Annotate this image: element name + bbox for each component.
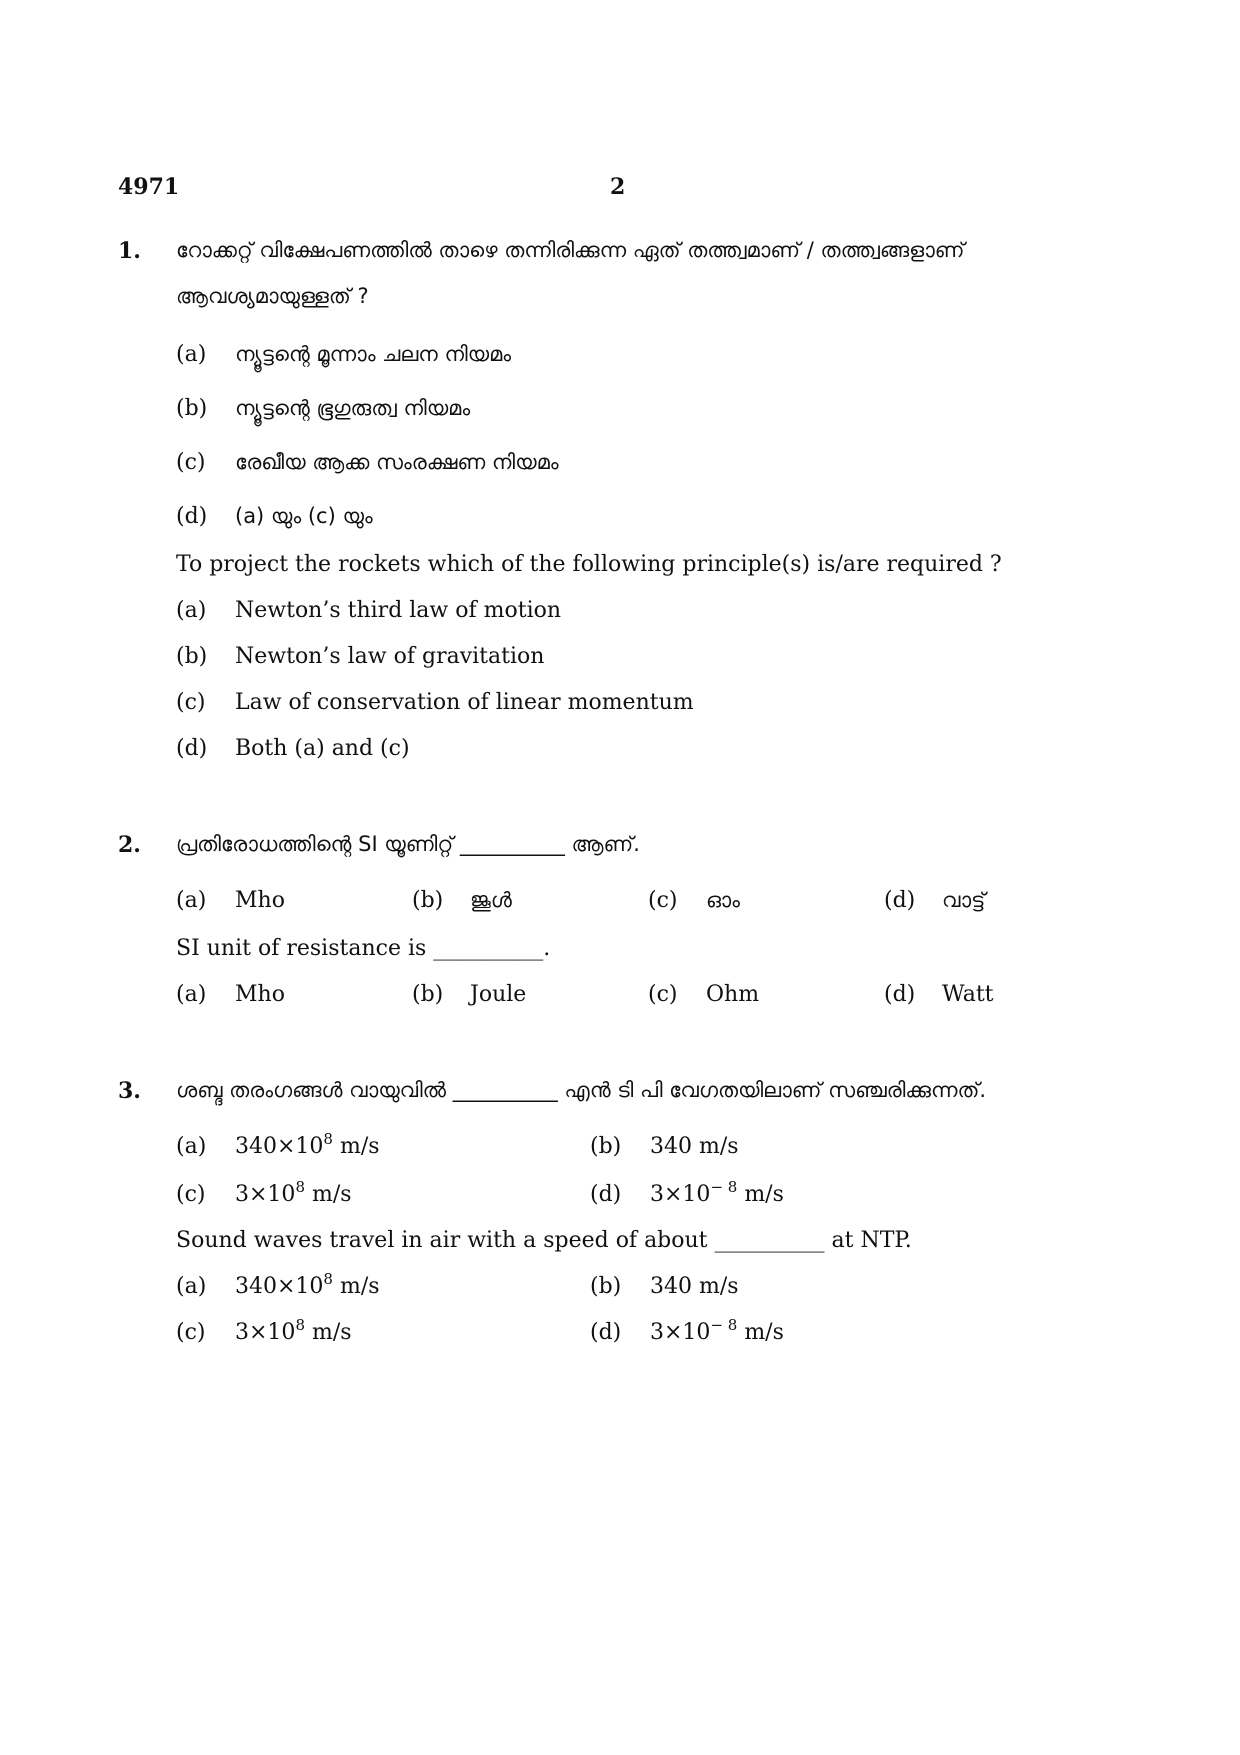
q1-en-option-b-label: (b) (176, 644, 208, 669)
q2-ml-option-d-text: വാട്ട് (942, 888, 986, 912)
q1-en-option-b-text: Newton’s law of gravitation (235, 644, 545, 669)
q3-en-option-b-label: (b) (590, 1274, 622, 1299)
q1-ml-option-a-label: (a) (176, 342, 207, 367)
q3-ml-option-c-text (235, 1178, 352, 1207)
q3-ml-c-unit: m/s (304, 1182, 352, 1207)
q3-en-d-base: 3×10 (650, 1320, 711, 1345)
question-2-english: SI unit of resistance is __________. (176, 936, 551, 961)
q3-ml-option-a-text (235, 1130, 380, 1159)
q3-en-d-exponent: − 8 (710, 1316, 738, 1334)
q3-en-a-unit: m/s (332, 1274, 380, 1299)
q3-en-c-unit: m/s (304, 1320, 352, 1345)
q3-en-a-base: 340×10 (235, 1274, 324, 1299)
q2-en-option-b-label: (b) (412, 982, 444, 1007)
q3-en-option-c-label: (c) (176, 1320, 206, 1345)
q1-en-option-a-text: Newton’s third law of motion (235, 598, 562, 623)
question-3-english: Sound waves travel in air with a speed of about __________ at NTP. (176, 1228, 912, 1253)
q2-ml-option-a-label: (a) (176, 888, 207, 913)
q2-en-option-a-label: (a) (176, 982, 207, 1007)
q3-en-option-d-text (650, 1316, 784, 1345)
q2-ml-option-d-label: (d) (884, 888, 916, 913)
q3-en-option-c-text (235, 1316, 352, 1345)
q3-ml-option-d-label: (d) (590, 1182, 622, 1207)
question-1-number: 1. (118, 238, 141, 264)
q3-en-c-base: 3×10 (235, 1320, 296, 1345)
question-1-malayalam-line-1: റോക്കറ്റ് വിക്ഷേപണത്തിൽ താഴെ തന്നിരിക്കുന്ന ഏത് തത്ത്വമാണ് / തത്ത്വങ്ങളാണ് (176, 238, 965, 262)
q3-ml-option-d-text (650, 1178, 784, 1207)
question-1-malayalam-line-2: ആവശ്യമായുള്ളത് ? (176, 284, 369, 308)
q2-ml-option-c-label: (c) (648, 888, 678, 913)
q2-en-option-d-label: (d) (884, 982, 916, 1007)
q2-en-option-c-text: Ohm (706, 982, 760, 1007)
q1-en-option-c-text: Law of conservation of linear momentum (235, 690, 694, 715)
q3-en-option-b-text: 340 m/s (650, 1274, 739, 1299)
question-2-malayalam: പ്രതിരോധത്തിന്റെ SI യൂണിറ്റ് __________ ആണ്. (176, 832, 640, 856)
question-3-number: 3. (118, 1078, 141, 1104)
question-1-english: To project the rockets which of the following principle(s) is/are required ? (176, 552, 1002, 577)
q1-ml-option-b-label: (b) (176, 396, 208, 421)
q3-en-d-unit: m/s (737, 1320, 784, 1345)
q3-ml-d-base: 3×10 (650, 1182, 711, 1207)
question-3-malayalam: ശബ്ദ തരംഗങ്ങൾ വായുവിൽ __________ എൻ ടി പി വേഗതയിലാണ് സഞ്ചരിക്കുന്നത്. (176, 1078, 987, 1102)
q2-ml-option-b-label: (b) (412, 888, 444, 913)
q3-ml-option-a-label: (a) (176, 1134, 207, 1159)
q3-en-option-d-label: (d) (590, 1320, 622, 1345)
q3-ml-a-unit: m/s (332, 1134, 380, 1159)
q3-ml-c-base: 3×10 (235, 1182, 296, 1207)
q3-ml-d-unit: m/s (737, 1182, 784, 1207)
q3-en-a-exponent: 8 (323, 1270, 333, 1288)
q3-ml-a-base: 340×10 (235, 1134, 324, 1159)
q1-en-option-d-label: (d) (176, 736, 208, 761)
q3-ml-option-b-text: 340 m/s (650, 1134, 739, 1159)
q3-en-c-exponent: 8 (295, 1316, 305, 1334)
q2-ml-option-a-text: Mho (235, 888, 285, 913)
q2-en-option-d-text: Watt (942, 982, 994, 1007)
q2-en-option-b-text: Joule (470, 982, 527, 1007)
q1-ml-option-a-text: ന്യൂട്ടന്റെ മൂന്നാം ചലന നിയമം (235, 342, 512, 366)
q1-ml-option-d-label: (d) (176, 504, 208, 529)
q2-ml-option-c-text: ഓം (706, 888, 740, 912)
q2-ml-option-b-text: ജൂൾ (470, 888, 512, 912)
q3-ml-c-exponent: 8 (295, 1178, 305, 1196)
q1-ml-option-c-text: രേഖീയ ആക്ക സംരക്ഷണ നിയമം (235, 450, 559, 474)
paper-code: 4971 (118, 174, 180, 200)
q3-en-option-a-text (235, 1270, 380, 1299)
q3-ml-option-c-label: (c) (176, 1182, 206, 1207)
page-number: 2 (610, 174, 626, 200)
q3-ml-a-exponent: 8 (323, 1130, 333, 1148)
q1-en-option-c-label: (c) (176, 690, 206, 715)
q2-en-option-a-text: Mho (235, 982, 285, 1007)
q1-ml-option-b-text: ന്യൂട്ടന്റെ ഭൂഗുരുത്വ നിയമം (235, 396, 471, 420)
q3-ml-option-b-label: (b) (590, 1134, 622, 1159)
q3-ml-d-exponent: − 8 (710, 1178, 738, 1196)
q2-en-option-c-label: (c) (648, 982, 678, 1007)
q3-en-option-a-label: (a) (176, 1274, 207, 1299)
question-2-number: 2. (118, 832, 141, 858)
q1-ml-option-c-label: (c) (176, 450, 206, 475)
q1-ml-option-d-text: (a) യും (c) യും (235, 504, 373, 528)
q1-en-option-d-text: Both (a) and (c) (235, 736, 410, 761)
q1-en-option-a-label: (a) (176, 598, 207, 623)
